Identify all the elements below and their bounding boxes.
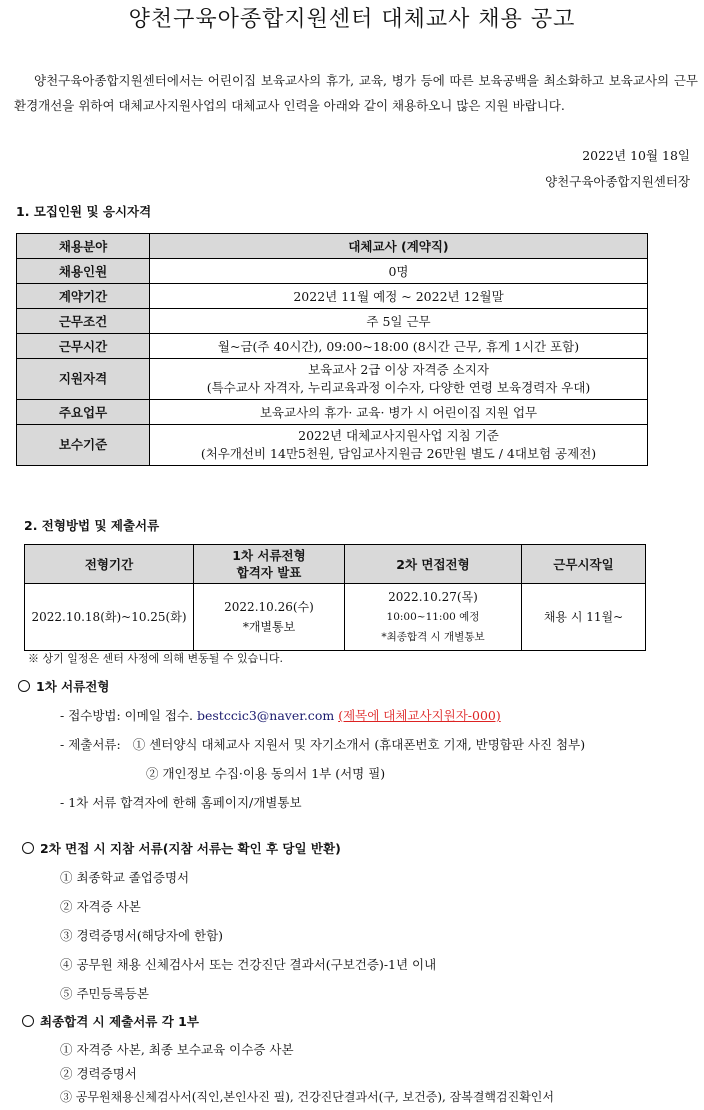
intro-paragraph: 양천구육아종합지원센터에서는 어린이집 보육교사의 휴가, 교육, 병가 등에 따른 보육공백을 최소화하고 보육교사의 근무환경개선을 위하여 대체교사지원사업의 대체교사 인력을 아래와 같이 채용하오니 많은 지원 바랍니다. — [14, 73, 698, 113]
submission-method — [60, 706, 501, 724]
header-line: 합격자 발표 — [236, 565, 302, 580]
table-header-cell: 대체교사 (계약직) — [150, 234, 648, 259]
table-row — [17, 400, 648, 425]
signer: 양천구육아종합지원센터장 — [545, 174, 690, 189]
doc2: ② 개인정보 수집·이용 동의서 1부 (서명 필) — [146, 766, 386, 781]
first-stage-notice: - 1차 서류 합격자에 한해 홈페이지/개별통보 — [60, 795, 302, 810]
announcement-date: 2022년 10월 18일 — [582, 148, 690, 163]
method-label: - 접수방법: 이메일 접수. — [60, 708, 197, 723]
row-value: 2022년 11월 예정 ~ 2022년 12월말 — [150, 284, 648, 309]
second-date: 2022.10.27(목) — [388, 590, 478, 604]
doc1: ① 센터양식 대체교사 지원서 및 자기소개서 (휴대폰번호 기재, 반명함판 사진 첨부) — [132, 737, 586, 752]
list-item: ① 최종학교 졸업증명서 — [60, 870, 190, 885]
docs-label: - 제출서류: — [60, 737, 121, 752]
pay-line1: 2022년 대체교사지원사업 지침 기준 — [298, 428, 499, 443]
row-label: 채용인원 — [17, 259, 150, 284]
table-header-cell: 근무시작일 — [522, 545, 646, 584]
list-item: ⑤ 주민등록등본 — [60, 986, 149, 1001]
header-line: 1차 서류전형 — [232, 548, 306, 563]
second-stage-title — [22, 839, 341, 857]
row-label: 지원자격 — [17, 359, 150, 400]
table-row — [17, 259, 648, 284]
qualification-line1: 보육교사 2급 이상 자격증 소지자 — [308, 362, 489, 377]
start-cell: 채용 시 11월~ — [522, 584, 646, 651]
pay-line2: (처우개선비 14만5천원, 담임교사지원금 26만원 별도 / 4대보험 공제전) — [200, 446, 597, 461]
circle-bullet-icon — [22, 842, 34, 854]
schedule-note: ※ 상기 일정은 센터 사정에 의해 변동될 수 있습니다. — [28, 652, 283, 665]
final-stage-title — [22, 1012, 199, 1030]
first-stage-title — [18, 677, 109, 695]
list-item: ③ 공무원채용신체검사서(직인,본인사진 필), 건강진단결과서(구, 보건증), 잠복결핵검진확인서 — [60, 1090, 554, 1104]
table-row — [17, 334, 648, 359]
section2-title: 2. 전형방법 및 제출서류 — [24, 518, 160, 533]
table-header-cell: 채용분야 — [17, 234, 150, 259]
period-cell: 2022.10.18(화)~10.25(화) — [25, 584, 194, 651]
row-value: 월~금(주 40시간), 09:00~18:00 (8시간 근무, 휴게 1시간 포함) — [150, 334, 648, 359]
table-row — [17, 309, 648, 334]
first-stage-cell — [194, 584, 345, 651]
first-stage-title-text: 1차 서류전형 — [36, 679, 110, 694]
row-label: 근무시간 — [17, 334, 150, 359]
table-row — [17, 234, 648, 259]
table-header-cell: 전형기간 — [25, 545, 194, 584]
table-row — [25, 584, 646, 651]
list-item: ③ 경력증명서(해당자에 한함) — [60, 928, 224, 943]
first-note: *개별통보 — [242, 620, 296, 634]
schedule-table — [24, 544, 646, 651]
table-row — [17, 359, 648, 400]
second-stage-title-text: 2차 면접 시 지참 서류(지참 서류는 확인 후 당일 반환) — [40, 841, 341, 856]
qualification-line2: (특수교사 자격자, 누리교육과정 이수자, 다양한 연령 보육경력자 우대) — [206, 380, 591, 395]
row-value: 보육교사의 휴가· 교육· 병가 시 어린이집 지원 업무 — [150, 400, 648, 425]
circle-bullet-icon — [18, 680, 30, 692]
page-title: 양천구육아종합지원센터 대체교사 채용 공고 — [128, 7, 576, 32]
second-time: 10:00~11:00 예정 — [386, 611, 480, 623]
list-item: ① 자격증 사본, 최종 보수교육 이수증 사본 — [60, 1042, 294, 1057]
final-stage-title-text: 최종합격 시 제출서류 각 1부 — [40, 1014, 199, 1029]
email-link[interactable]: bestccic3@naver.com — [196, 708, 335, 723]
row-value — [150, 359, 648, 400]
table-header-cell: 2차 면접전형 — [345, 545, 522, 584]
row-label: 계약기간 — [17, 284, 150, 309]
list-item: ② 경력증명서 — [60, 1066, 137, 1081]
second-note: *최종합격 시 개별통보 — [381, 631, 485, 643]
second-stage-cell — [345, 584, 522, 651]
table-row — [17, 284, 648, 309]
table-header-cell — [194, 545, 345, 584]
row-value: 0명 — [150, 259, 648, 284]
table-row — [17, 425, 648, 466]
list-item: ② 자격증 사본 — [60, 899, 141, 914]
table-row — [25, 545, 646, 584]
row-label: 근무조건 — [17, 309, 150, 334]
section1-title: 1. 모집인원 및 응시자격 — [16, 204, 152, 219]
row-label: 주요업무 — [17, 400, 150, 425]
recruitment-table — [16, 233, 648, 466]
row-value: 주 5일 근무 — [150, 309, 648, 334]
first-date: 2022.10.26(수) — [224, 600, 314, 614]
list-item: ④ 공무원 채용 신체검사서 또는 건강진단 결과서(구보건증)-1년 이내 — [60, 957, 437, 972]
docs-line1 — [60, 735, 585, 753]
circle-bullet-icon — [22, 1015, 34, 1027]
row-value — [150, 425, 648, 466]
subject-rule: (제목에 대체교사지원자-000) — [338, 708, 501, 723]
row-label: 보수기준 — [17, 425, 150, 466]
